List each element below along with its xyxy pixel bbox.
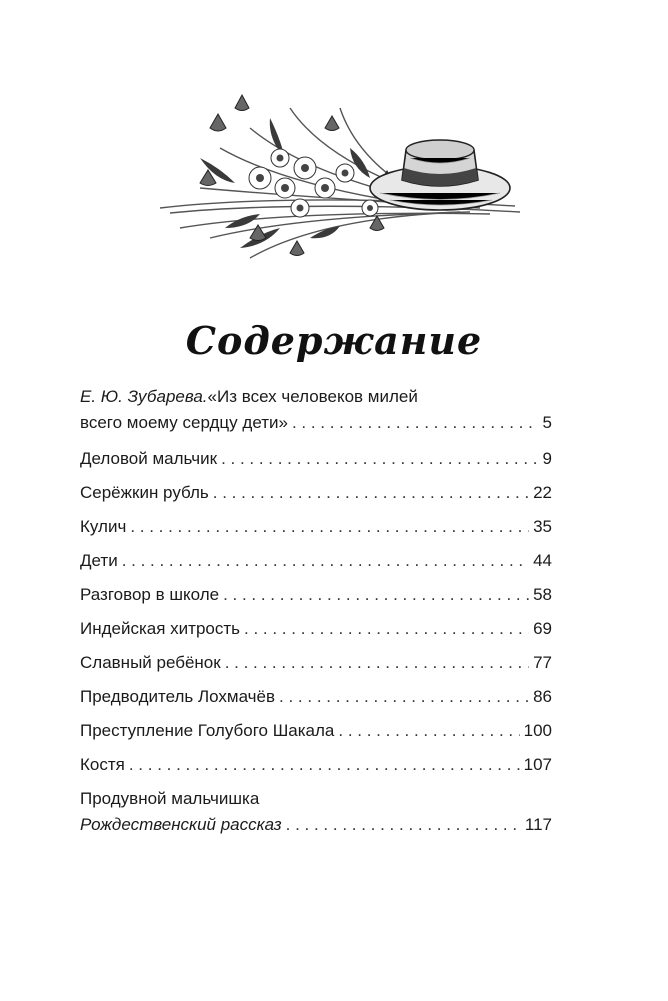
dot-leader: [223, 582, 529, 608]
flowers-and-straw-hat-illustration: [140, 88, 540, 278]
dot-leader: [338, 718, 519, 744]
page-title: Содержание: [185, 318, 483, 363]
dot-leader: [221, 446, 538, 472]
toc-entry: [80, 582, 552, 608]
dot-leader: [244, 616, 529, 642]
toc-title: Разговор в школе: [80, 585, 220, 604]
toc-page-number: 86: [533, 687, 552, 706]
dot-leader: [286, 812, 521, 838]
toc-page-number: 107: [523, 755, 552, 774]
toc-entry: [80, 514, 552, 540]
toc-entry: [80, 616, 552, 642]
toc-page-number: 22: [533, 483, 552, 502]
toc-entry: [80, 650, 552, 676]
toc-title: Костя: [80, 755, 125, 774]
toc-entry: [80, 480, 552, 506]
toc-title: Славный ребёнок: [80, 653, 221, 672]
toc-page-number: 77: [533, 653, 552, 672]
dot-leader: [292, 410, 539, 436]
toc-entry: [80, 446, 552, 472]
toc-entry: [80, 718, 552, 744]
toc-title: Продувной мальчишка: [80, 789, 260, 808]
toc-entry: [80, 786, 552, 838]
toc-page-number: 58: [533, 585, 552, 604]
toc-entry: [80, 684, 552, 710]
toc-author: Е. Ю. Зубарева.: [80, 387, 208, 406]
dot-leader: [213, 480, 529, 506]
toc-title-cont: всего моему сердцу дети»: [80, 413, 288, 432]
toc-title: Дети: [80, 551, 118, 570]
toc-title: «Из всех человеков милей: [207, 387, 418, 406]
toc-entry: [80, 752, 552, 778]
toc-entry: [80, 384, 552, 436]
toc-title: Деловой мальчик: [80, 449, 218, 468]
dot-leader: [130, 514, 529, 540]
toc-page-number: 5: [542, 413, 552, 432]
toc-page-number: 35: [533, 517, 552, 536]
toc-page-number: 69: [533, 619, 552, 638]
toc-title: Предводитель Лохмачёв: [80, 687, 276, 706]
dot-leader: [225, 650, 529, 676]
dot-leader: [129, 752, 520, 778]
table-of-contents: [80, 384, 552, 838]
toc-page-number: 9: [542, 449, 552, 468]
toc-title: Кулич: [80, 517, 127, 536]
dot-leader: [122, 548, 529, 574]
toc-entry: [80, 548, 552, 574]
toc-page-number: 117: [524, 815, 552, 834]
toc-subtitle: Рождественский рассказ: [80, 815, 282, 834]
toc-title: Серёжкин рубль: [80, 483, 209, 502]
toc-page-number: 100: [523, 721, 552, 740]
toc-title: Индейская хитрость: [80, 619, 241, 638]
toc-title: Преступление Голубого Шакала: [80, 721, 335, 740]
dot-leader: [279, 684, 529, 710]
toc-page-number: 44: [533, 551, 552, 570]
